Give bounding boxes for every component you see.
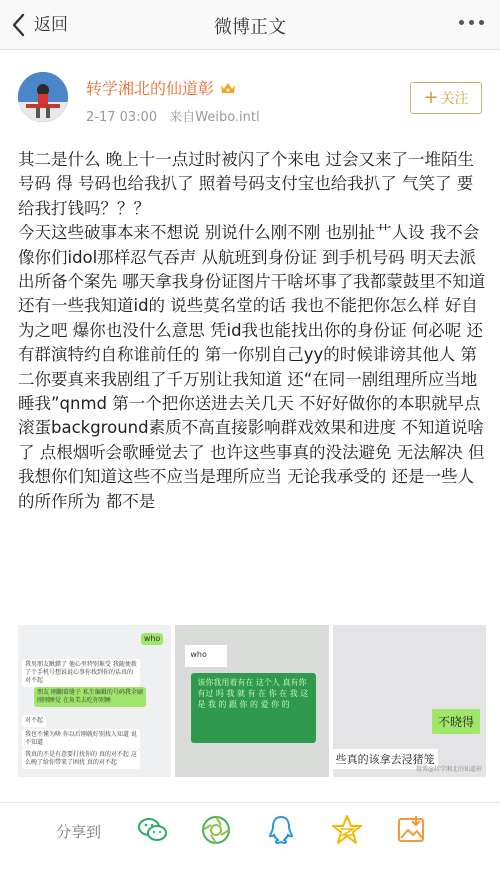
moments-icon[interactable]: [199, 813, 233, 847]
share-label: 分享到: [56, 823, 102, 841]
save-image-icon[interactable]: [394, 813, 428, 847]
dot-icon: [459, 20, 464, 25]
avatar-image: [18, 72, 68, 122]
chat-bubble: 我也不懂为啥 你以后刚就好别找人知道 说不知道: [22, 729, 140, 749]
post-paragraph: 其二是什么 晚上十一点过时被闪了个来电 过会又来了一堆陌生号码 得 号码也给我扒了 照着号码支付宝也给我扒了 气笑了 要给我打钱吗？？？: [18, 150, 474, 218]
chat-bubble: who: [141, 633, 164, 645]
avatar[interactable]: [18, 72, 68, 122]
post-paragraph: 今天这些破事本来不想说 别说什么刚不刚 也别扯艹人设 我不会像你们idol那样忍气吞声 从航班到身份证 到手机号码 明天去派出所备个案先 哪天拿我身份证图片干啥坏事了我都蒙鼓里不知道: [18, 223, 486, 292]
chat-bubble: 我真的不是有意要打扰你的 真的对不起 这么晚了给你带来了困扰 真的对不起: [22, 749, 140, 769]
post-meta: [86, 106, 260, 125]
page-title: 微博正文: [214, 17, 286, 38]
chat-bubble: 对不起: [22, 715, 46, 727]
wechat-icon[interactable]: [136, 813, 170, 847]
vip-crown-icon: [220, 81, 236, 95]
username-label: 转学湘北的仙道彰: [86, 79, 215, 98]
navigation-bar: [0, 0, 500, 50]
more-options-button[interactable]: [459, 20, 484, 25]
qzone-icon[interactable]: [330, 813, 364, 847]
photo-thumbnail[interactable]: [18, 625, 171, 777]
post-source: 来自Weibo.intl: [169, 110, 260, 125]
qq-icon[interactable]: [264, 813, 298, 847]
chat-bubble: who: [185, 645, 227, 667]
author-header: [0, 72, 500, 132]
plus-icon: +: [423, 87, 439, 108]
username[interactable]: [86, 76, 236, 99]
back-label: 返回: [34, 15, 68, 35]
photo-grid: [18, 625, 486, 777]
post-content: [18, 148, 486, 514]
photo-thumbnail[interactable]: [333, 625, 486, 777]
photo-caption: 些真的该拿去浸猪笼: [333, 749, 438, 769]
post-paragraph: 还有一些我知道id的 说些莫名堂的话 我也不能把你怎么样 好自为之吧 爆你也没什么意思 凭id我也能找出你的身份证 何必呢 还有群演特约自称谁前任的 第一你别自己yy的时候诽谤其他人 第二你要真来我剧组了千万别让我知道 还“在同一剧组理所应当地睡我”qnmd 第一个把你送进去关几天 不好好做你的本职就早点滚蛋background素质不高直接影响群戏效果和进度 不知道说啥了 点根烟听会歌睡觉去了 也许这些事真的没法避免 无法解决 但我想你们知道这些不应当是理所应当 无论我承受的 还是一些人的所作所为 都不是: [18, 296, 485, 511]
follow-label: 关注: [440, 91, 469, 107]
chat-bubble: 朋友 刚翻着缝子 私生编辑的号码我全刷 刚刚睡觉 在角美去吃你别睡: [34, 687, 146, 707]
post-time: 2-17 03:00: [86, 110, 158, 125]
follow-button[interactable]: [410, 82, 482, 114]
dot-icon: [479, 20, 484, 25]
chat-bubble: 我男朋友瞅錯了 他心里特别难受 我随便拨了个手机号想说说心事你找到你的话真的对不起: [22, 659, 140, 687]
dot-icon: [469, 20, 474, 25]
watermark: 微博@转学湘北的仙道彰: [415, 766, 482, 773]
share-bar: [0, 802, 500, 858]
chat-card: 该你我用着有在 这个人 真有你有过 吗 我 就 有 在 你 在 我 这 是 我 的 跟 你 的 爱 你 的: [191, 673, 316, 743]
chat-bubble: 不晓得: [432, 709, 480, 734]
photo-thumbnail[interactable]: [175, 625, 328, 777]
